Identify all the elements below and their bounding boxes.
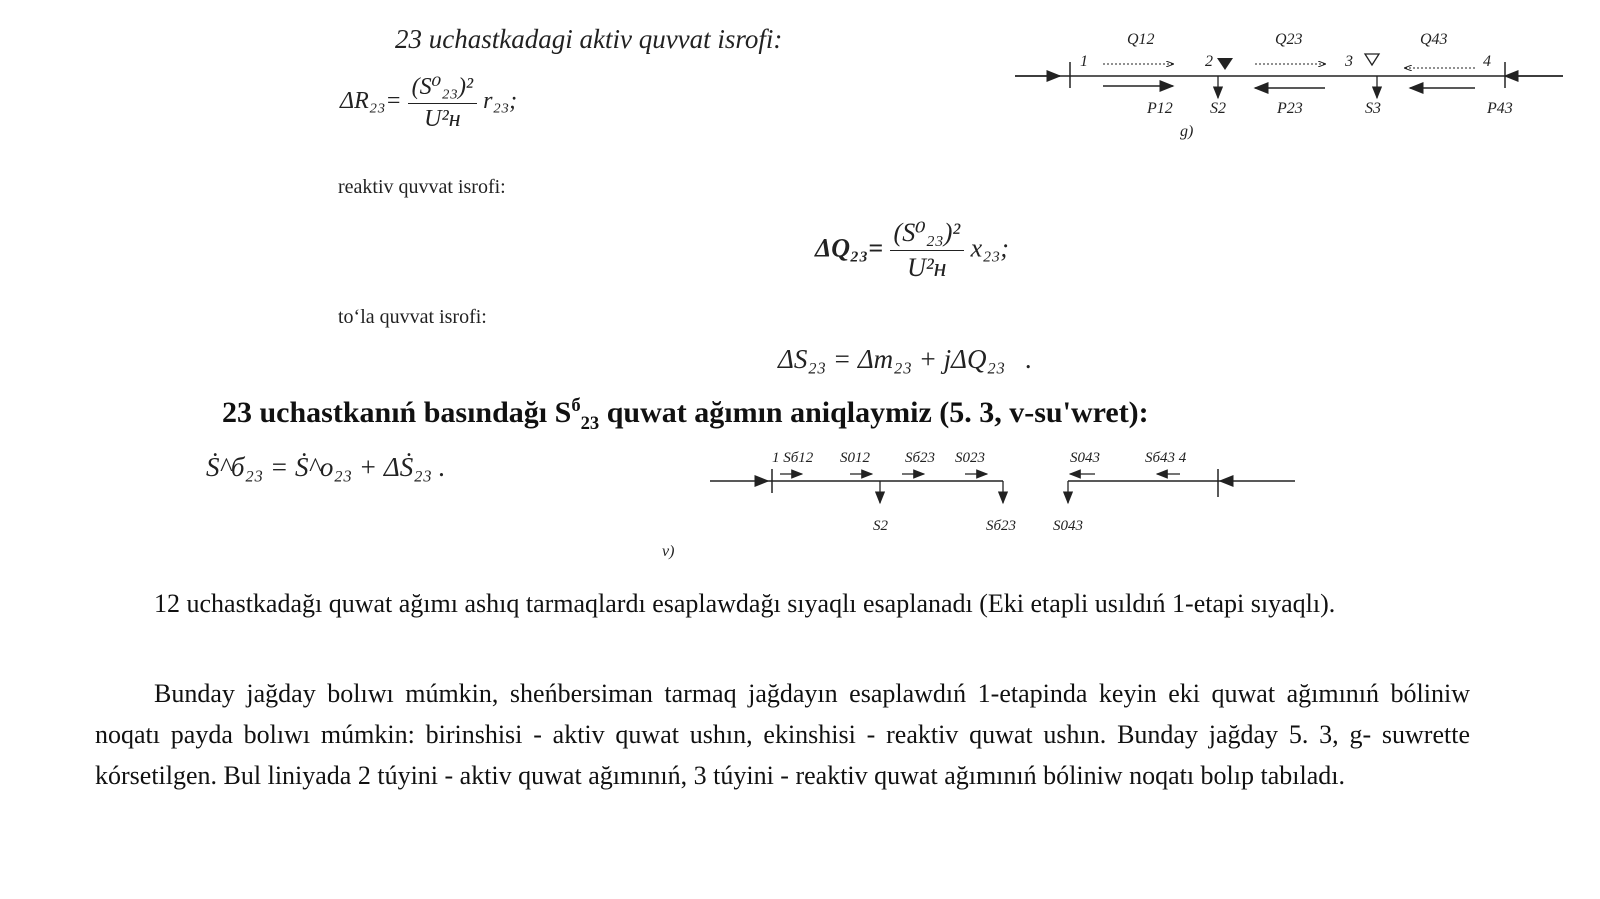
formula-delta-q23-numerator: (S⁰₂₃)² — [890, 218, 965, 251]
formula-delta-q23-denominator: U²н — [907, 253, 947, 282]
bold-heading-sup: б — [571, 395, 581, 416]
diagram-v-label-s023: S023 — [955, 450, 985, 466]
formula-s23-start: Ṡ^б₂₃ = Ṡ^o₂₃ + ΔṠ₂₃ . — [206, 452, 446, 482]
diagram-g-label-p43: P43 — [1487, 100, 1513, 117]
diagram-g-label-s2: S2 — [1210, 100, 1226, 117]
diagram-g-node-3: 3 — [1345, 53, 1353, 70]
diagram-v — [662, 445, 1310, 570]
label-reactive-loss: reaktiv quvvat isrofi: — [338, 176, 506, 198]
paragraph-1 — [95, 583, 1470, 624]
formula-delta-r23 — [340, 72, 517, 133]
diagram-v-label-s2: S2 — [873, 518, 888, 534]
formula-delta-q23-fraction — [890, 218, 965, 283]
bold-heading-after: quwat ağımın aniqlaymiz (5. 3, v-su'wret): — [599, 396, 1149, 429]
diagram-v-label-bottom-sb23: Sб23 — [986, 518, 1017, 534]
diagram-g-triangle-open — [1365, 54, 1379, 65]
diagram-g-label-p12: P12 — [1147, 100, 1173, 117]
diagram-v-caption: v) — [662, 543, 675, 560]
diagram-g-triangle-filled — [1217, 58, 1233, 70]
bold-heading-sub: 23 — [580, 413, 600, 434]
diagram-v-label-s043: S043 — [1070, 450, 1100, 466]
diagram-g-node-4: 4 — [1483, 53, 1491, 70]
diagram-g-label-q43: Q43 — [1420, 31, 1448, 48]
formula-delta-s23: ΔS₂₃ = Δm₂₃ + jΔQ₂₃ . — [778, 344, 1033, 374]
diagram-g-node-1: 1 — [1080, 53, 1088, 70]
formula-delta-q23-lhs: ΔQ₂₃= — [815, 233, 884, 263]
formula-delta-q23-rhs: x₂₃; — [970, 233, 1009, 263]
paragraph-2 — [95, 673, 1470, 796]
formula-delta-r23-rhs: r₂₃; — [483, 88, 518, 115]
formula-delta-q23 — [815, 218, 1009, 283]
diagram-v-label-1-sb12: 1 Sб12 — [772, 450, 814, 466]
formula-delta-r23-denominator: U²н — [424, 106, 461, 132]
diagram-g-label-q12: Q12 — [1127, 31, 1155, 48]
diagram-g-label-s3: S3 — [1365, 100, 1381, 117]
label-full-loss: to‘la quvvat isrofi: — [338, 306, 487, 328]
diagram-v-label-sb43-4: Sб43 4 — [1145, 450, 1187, 466]
diagram-v-label-s012: S012 — [840, 450, 870, 466]
formula-delta-r23-lhs: ΔR₂₃= — [340, 88, 402, 115]
diagram-g — [1015, 24, 1565, 149]
section-heading-active-loss: 23 uchastkadagi aktiv quvvat isrofi: — [395, 24, 783, 54]
paragraph-2-text: Bunday jağday bolıwı múmkin, sheńbersiman tarmaq jağdayın esaplawdıń 1-etapinda keyin eki quwat ağımınıń bóliniw noqatı payda bolıwı múmkin: birinshisi - aktiv quwat ushın, ekinshisi - reaktiv quwat ushın. Bunday jağday 5. 3, g- suwrette kórsetilgen. Bul liniyada 2 túyini - aktiv quwat ağımınıń, 3 túyini - reaktiv quwat ağımınıń bóliniw noqatı bolıp tabıladı. — [95, 679, 1470, 790]
bold-heading-before: 23 uchastkanıń basındağı S — [222, 396, 572, 429]
paragraph-1-text: 12 uchastkadağı quwat ağımı ashıq tarmaqlardı esaplawdağı sıyaqlı esaplanadı (Eki etapli usıldıń 1-etapi sıyaqlı). — [154, 589, 1336, 618]
bold-heading — [222, 395, 1149, 435]
formula-delta-r23-fraction — [408, 72, 478, 133]
formula-delta-r23-numerator: (S⁰₂₃)² — [408, 72, 478, 104]
diagram-g-label-q23: Q23 — [1275, 31, 1303, 48]
diagram-g-label-p23: P23 — [1277, 100, 1303, 117]
diagram-g-node-2: 2 — [1205, 53, 1213, 70]
diagram-v-label-sb23: Sб23 — [905, 450, 936, 466]
diagram-v-label-bottom-s043: S043 — [1053, 518, 1083, 534]
diagram-g-caption: g) — [1180, 123, 1194, 140]
